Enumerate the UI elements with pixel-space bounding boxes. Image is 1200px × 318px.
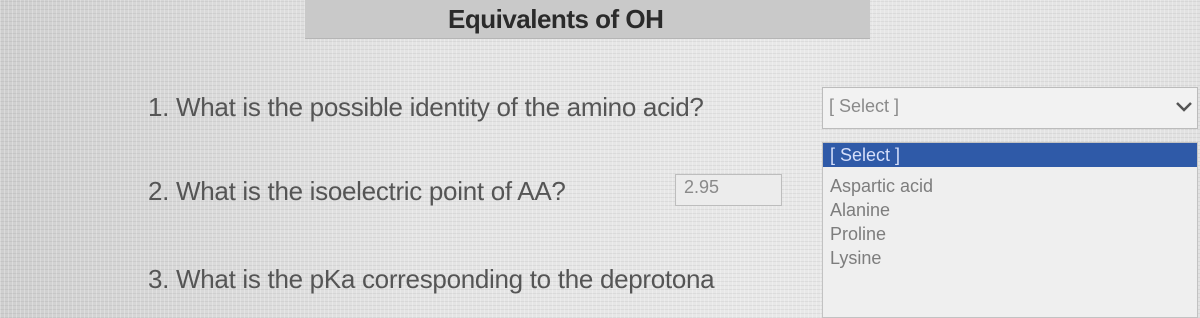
option-aspartic-acid[interactable]: Aspartic acid bbox=[830, 176, 934, 196]
question-3-text: 3. What is the pKa corresponding to the deprotona bbox=[148, 264, 715, 294]
question-1-text: 1. What is the possible identity of the amino acid? bbox=[148, 92, 704, 122]
amino-acid-select-value: [ Select ] bbox=[829, 96, 900, 116]
option-proline[interactable]: Proline bbox=[830, 224, 887, 244]
amino-acid-options-list bbox=[822, 142, 1198, 318]
question-2-text: 2. What is the isoelectric point of AA? bbox=[148, 176, 566, 206]
isoelectric-answer-value: 2.95 bbox=[684, 177, 720, 197]
option-lysine[interactable]: Lysine bbox=[830, 248, 882, 268]
page-title: Equivalents of OH bbox=[448, 4, 664, 34]
option-select[interactable]: [ Select ] bbox=[823, 143, 1197, 167]
option-alanine[interactable]: Alanine bbox=[830, 200, 891, 220]
chevron-down-icon[interactable] bbox=[1174, 96, 1194, 116]
